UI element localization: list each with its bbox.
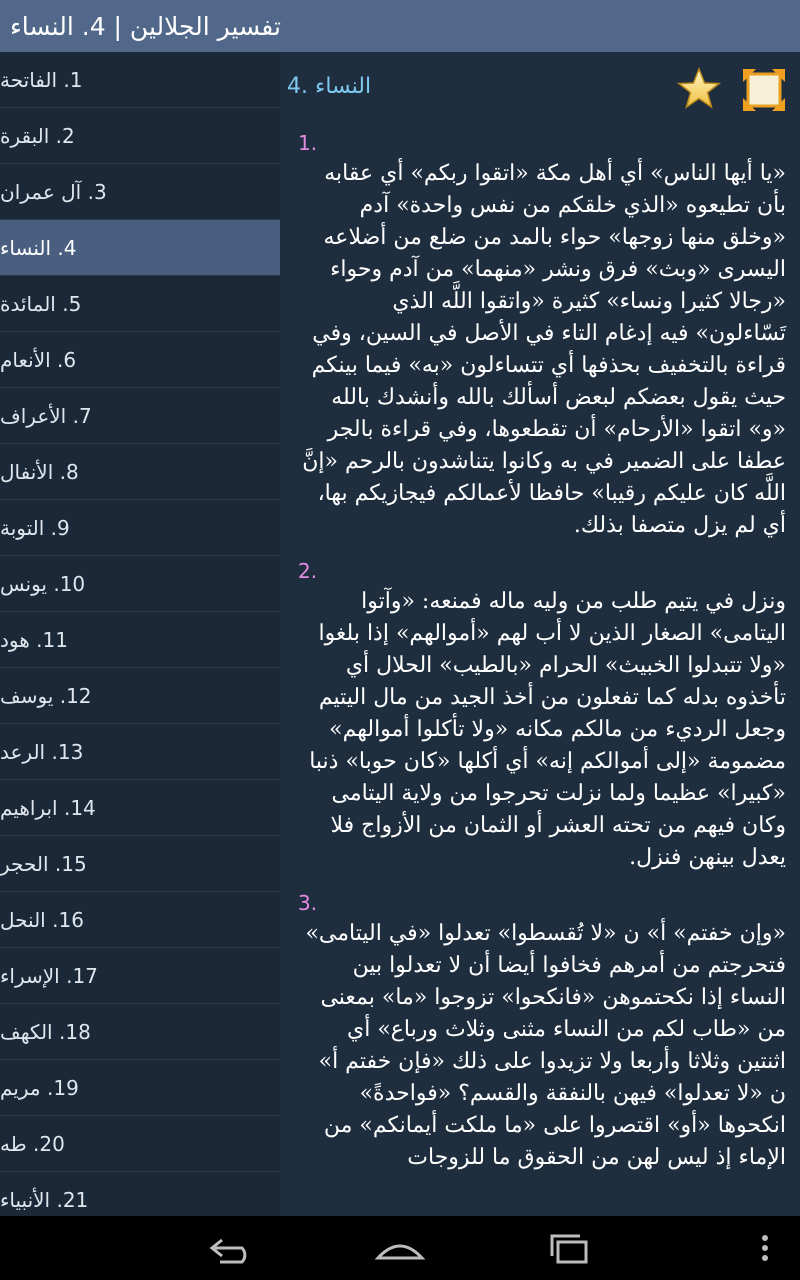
fullscreen-icon[interactable] bbox=[742, 68, 786, 112]
sura-label: 17. الإسراء bbox=[0, 963, 98, 988]
sura-label: 2. البقرة bbox=[0, 123, 75, 148]
recents-icon[interactable] bbox=[540, 1228, 600, 1268]
verse-list bbox=[280, 128, 800, 1174]
sura-item[interactable] bbox=[0, 556, 280, 612]
back-icon[interactable] bbox=[200, 1228, 260, 1268]
sura-item[interactable] bbox=[0, 52, 280, 108]
sura-item[interactable] bbox=[0, 780, 280, 836]
sura-item[interactable] bbox=[0, 276, 280, 332]
sura-label: 9. التوبة bbox=[0, 515, 70, 540]
sura-label: 19. مريم bbox=[0, 1075, 79, 1100]
sura-item[interactable] bbox=[0, 892, 280, 948]
sura-label: 15. الحجر bbox=[0, 851, 87, 876]
home-icon[interactable] bbox=[370, 1228, 430, 1268]
verse-text: «وإن خفتم» أ» ن «لا تُقسطوا» تعدلوا «في اليتامى» فتحرجتم من أمرهم فخافوا أيضا أن لا تعدلوا بين النساء إذا نكحتموهن «فانكحوا» تزوجوا «ما» بمعنى من «طاب لكم من النساء مثنى وثلاث ورباع» أي اثنتين وثلاثا وأربعا ولا تزيدوا على ذلك «فإن خفتم أ» ن «لا تعدلوا» فيهن بالنفقة والقسم؟ «فواحدةً» انكحوها «أو» اقتصروا على «ما ملكت أيمانكم» من الإماء إذ ليس لهن من الحقوق ما للزوجات bbox=[305, 921, 786, 1170]
content-header bbox=[280, 52, 800, 128]
verse-text: ونزل في يتيم طلب من وليه ماله فمنعه: «وآتوا اليتامى» الصغار الذين لا أب لهم «أموالهم» إذا بلغوا «ولا تتبدلوا الخبيث» الحرام «بالطيب» الحلال أي تأخذوه بدله كما تفعلون من أخذ الجيد من مال اليتيم وجعل الرديء من مالكم مكانه «ولا تأكلوا أموالهم» مضمومة «إلى أموالكم إنه» أي أكلها «كان حوبا» ذنبا «كبيرا» عظيما ولما نزلت تحرجوا من ولاية اليتامى وكان فيهم من تحته العشر أو الثمان من الأزواج فلا يعدل بينهن فنزل. bbox=[309, 589, 786, 870]
sura-label: 10. يونس bbox=[0, 571, 86, 596]
sura-label: 14. ابراهيم bbox=[0, 795, 96, 820]
sura-item[interactable] bbox=[0, 612, 280, 668]
sura-item-selected[interactable] bbox=[0, 220, 280, 276]
sura-item[interactable] bbox=[0, 668, 280, 724]
verse-number: 3. bbox=[298, 891, 318, 915]
sura-label: 7. الأعراف bbox=[0, 403, 92, 428]
sura-item[interactable] bbox=[0, 1172, 280, 1216]
sura-item[interactable] bbox=[0, 108, 280, 164]
sura-label: 20. طه bbox=[0, 1131, 65, 1156]
overflow-menu-icon[interactable] bbox=[735, 1228, 795, 1268]
star-icon[interactable] bbox=[676, 66, 722, 112]
sura-label: 6. الأنعام bbox=[0, 347, 77, 372]
sura-item[interactable] bbox=[0, 1004, 280, 1060]
sura-label: 4. النساء bbox=[0, 235, 77, 260]
sura-label: 13. الرعد bbox=[0, 739, 84, 764]
sura-item[interactable] bbox=[0, 332, 280, 388]
action-bar bbox=[0, 0, 800, 52]
sura-item[interactable] bbox=[0, 388, 280, 444]
sura-label: 18. الكهف bbox=[0, 1019, 91, 1044]
verse-number: 2. bbox=[298, 559, 318, 583]
sura-list[interactable] bbox=[0, 52, 280, 1216]
sura-title: 4. النساء bbox=[287, 74, 372, 99]
verse bbox=[298, 128, 786, 542]
sura-item[interactable] bbox=[0, 836, 280, 892]
verse-number: 1. bbox=[298, 131, 318, 155]
sura-label: 5. المائدة bbox=[0, 291, 82, 316]
sura-label: 12. يوسف bbox=[0, 683, 92, 708]
navigation-bar bbox=[0, 1216, 800, 1280]
sura-item[interactable] bbox=[0, 948, 280, 1004]
tafsir-content[interactable] bbox=[280, 52, 800, 1216]
verse-text: «يا أيها الناس» أي أهل مكة «اتقوا ربكم» أي عقابه بأن تطيعوه «الذي خلقكم من نفس واحدة» آدم «وخلق منها زوجها» حواء بالمد من ضلع من أضلاعه اليسرى «وبث» فرق ونشر «منهما» من آدم وحواء «رجالا كثيرا ونساء» كثيرة «واتقوا اللَّه الذي تَسّاءلون» فيه إدغام التاء في الأصل في السين، وفي قراءة بالتخفيف بحذفها أي تتساءلون «به» فيما بينكم حيث يقول بعضكم لبعض أسألك بالله وأنشدك بالله «و» اتقوا «الأرحام» أن تقطعوها، وفي قراءة بالجر عطفا على الضمير في به وكانوا يتناشدون بالرحم «إنَّ اللَّه كان عليكم رقيبا» حافظا لأعمالكم فيجازيكم بها، أي لم يزل متصفا بذلك. bbox=[302, 161, 786, 538]
sura-item[interactable] bbox=[0, 164, 280, 220]
sura-label: 11. هود bbox=[0, 627, 68, 652]
sura-label: 3. آل عمران bbox=[0, 179, 107, 204]
sura-item[interactable] bbox=[0, 724, 280, 780]
verse bbox=[298, 556, 786, 874]
sura-label: 21. الأنبياء bbox=[0, 1187, 89, 1212]
sura-item[interactable] bbox=[0, 444, 280, 500]
sura-label: 1. الفاتحة bbox=[0, 67, 83, 92]
sura-item[interactable] bbox=[0, 500, 280, 556]
verse bbox=[298, 888, 786, 1174]
app-title: تفسير الجلالين | 4. النساء bbox=[10, 11, 281, 41]
sura-label: 16. النحل bbox=[0, 907, 84, 932]
sura-item[interactable] bbox=[0, 1060, 280, 1116]
sura-label: 8. الأنفال bbox=[0, 459, 79, 484]
sura-item[interactable] bbox=[0, 1116, 280, 1172]
